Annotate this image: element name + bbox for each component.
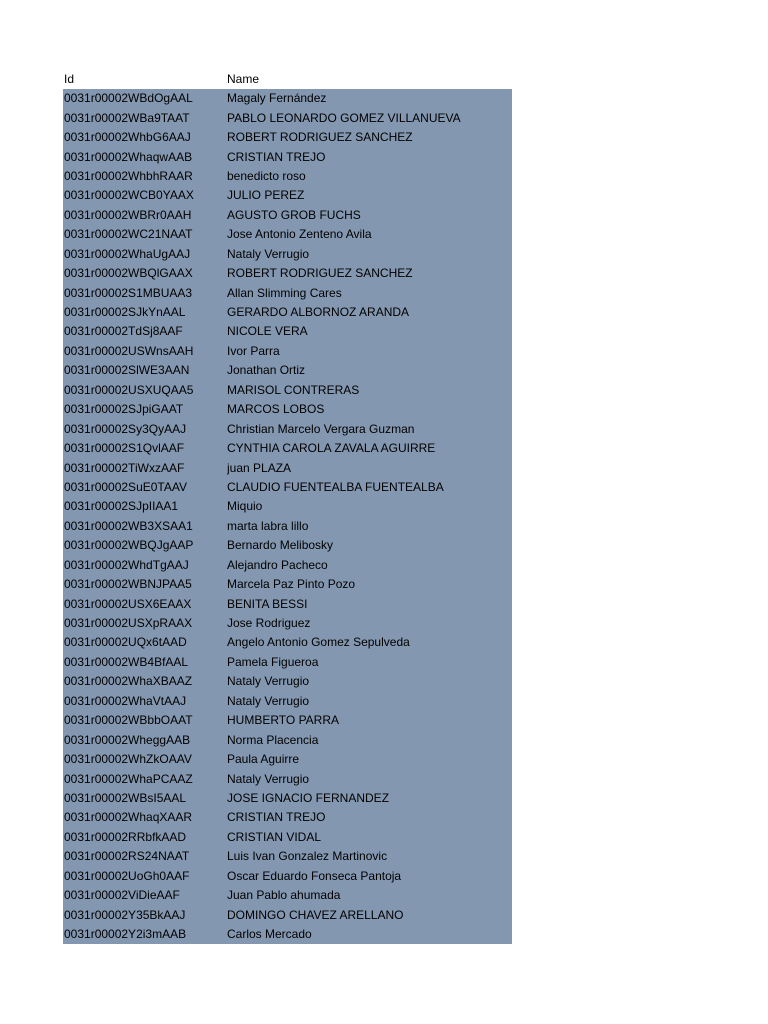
table-row[interactable]: [63, 497, 512, 516]
table-row[interactable]: [63, 380, 512, 399]
cell-name[interactable]: CYNTHIA CAROLA ZAVALA AGUIRRE: [227, 441, 436, 456]
cell-id[interactable]: 0031r00002ViDieAAF: [64, 888, 180, 903]
cell-name[interactable]: GERARDO ALBORNOZ ARANDA: [227, 305, 410, 320]
cell-id[interactable]: 0031r00002WBbbOAAT: [64, 713, 193, 728]
cell-id[interactable]: 0031r00002WhdTgAAJ: [64, 557, 189, 572]
cell-name[interactable]: Norma Placencia: [227, 732, 319, 747]
cell-name[interactable]: Paula Aguirre: [227, 752, 300, 767]
table-row[interactable]: [63, 147, 512, 166]
cell-name[interactable]: BENITA BESSI: [227, 596, 308, 611]
table-row[interactable]: [63, 283, 512, 302]
table-row[interactable]: [63, 108, 512, 127]
cell-name[interactable]: ROBERT RODRIGUEZ SANCHEZ: [227, 130, 413, 145]
cell-name[interactable]: Jose Rodriguez: [227, 616, 311, 631]
cell-name[interactable]: benedicto roso: [227, 168, 306, 183]
cell-id[interactable]: 0031r00002SJpiGAAT: [64, 402, 184, 417]
table-row[interactable]: [63, 341, 512, 360]
table-row[interactable]: [63, 769, 512, 788]
table-row[interactable]: [63, 263, 512, 282]
cell-name[interactable]: Nataly Verrugio: [227, 674, 310, 689]
table-row[interactable]: [63, 594, 512, 613]
cell-id[interactable]: 0031r00002Sy3QyAAJ: [64, 421, 187, 436]
cell-name[interactable]: Ivor Parra: [227, 343, 280, 358]
cell-name[interactable]: HUMBERTO PARRA: [227, 713, 340, 728]
cell-name[interactable]: Nataly Verrugio: [227, 246, 310, 261]
cell-name[interactable]: CRISTIAN VIDAL: [227, 829, 322, 844]
cell-id[interactable]: 0031r00002WBQJgAAP: [64, 538, 194, 553]
cell-name[interactable]: MARISOL CONTRERAS: [227, 382, 360, 397]
cell-id[interactable]: 0031r00002USXUQAA5: [64, 382, 194, 397]
cell-id[interactable]: 0031r00002WhaVtAAJ: [64, 693, 187, 708]
cell-name[interactable]: Oscar Eduardo Fonseca Pantoja: [227, 868, 402, 883]
cell-name[interactable]: Christian Marcelo Vergara Guzman: [227, 421, 415, 436]
table-row[interactable]: [63, 302, 512, 321]
cell-id[interactable]: 0031r00002Y2i3mAAB: [64, 927, 187, 942]
column-header-id[interactable]: Id: [64, 71, 75, 86]
table-row[interactable]: [63, 749, 512, 768]
spreadsheet-table: [63, 69, 512, 944]
cell-id[interactable]: 0031r00002UoGh0AAF: [64, 868, 190, 883]
cell-name[interactable]: CRISTIAN TREJO: [227, 810, 326, 825]
cell-id[interactable]: 0031r00002RS24NAAT: [64, 849, 190, 864]
cell-name[interactable]: Miquio: [227, 499, 263, 514]
table-row[interactable]: [63, 419, 512, 438]
column-header-name[interactable]: Name: [227, 71, 260, 86]
cell-id[interactable]: 0031r00002WBRr0AAH: [64, 207, 192, 222]
cell-name[interactable]: Marcela Paz Pinto Pozo: [227, 577, 356, 592]
table-row[interactable]: [63, 225, 512, 244]
cell-id[interactable]: 0031r00002SJkYnAAL: [64, 305, 186, 320]
cell-name[interactable]: Luis Ivan Gonzalez Martinovic: [227, 849, 388, 864]
cell-id[interactable]: 0031r00002WhaPCAAZ: [64, 771, 193, 786]
cell-id[interactable]: 0031r00002WCB0YAAX: [64, 188, 194, 203]
cell-name[interactable]: Angelo Antonio Gomez Sepulveda: [227, 635, 410, 650]
cell-id[interactable]: 0031r00002WhaXBAAZ: [64, 674, 193, 689]
table-row[interactable]: [63, 438, 512, 457]
table-row[interactable]: [63, 691, 512, 710]
cell-id[interactable]: 0031r00002USX6EAAX: [64, 596, 192, 611]
cell-name[interactable]: CRISTIAN TREJO: [227, 149, 326, 164]
cell-id[interactable]: 0031r00002WBsI5AAL: [64, 790, 187, 805]
cell-name[interactable]: Bernardo Melibosky: [227, 538, 334, 553]
table-row[interactable]: [63, 711, 512, 730]
table-row[interactable]: [63, 166, 512, 185]
cell-name[interactable]: Alejandro Pacheco: [227, 557, 328, 572]
table-row[interactable]: [63, 244, 512, 263]
cell-name[interactable]: Jonathan Ortiz: [227, 363, 306, 378]
table-row[interactable]: [63, 847, 512, 866]
cell-id[interactable]: 0031r00002WBQlGAAX: [64, 266, 193, 281]
table-row[interactable]: [63, 536, 512, 555]
table-row[interactable]: [63, 477, 512, 496]
table-row[interactable]: [63, 788, 512, 807]
table-row[interactable]: [63, 555, 512, 574]
table-row[interactable]: [63, 205, 512, 224]
cell-id[interactable]: 0031r00002WhaqwAAB: [64, 149, 193, 164]
cell-name[interactable]: JOSE IGNACIO FERNANDEZ: [227, 790, 390, 805]
cell-name[interactable]: JULIO PEREZ: [227, 188, 305, 203]
cell-name[interactable]: Pamela Figueroa: [227, 654, 319, 669]
table-row[interactable]: [63, 866, 512, 885]
cell-name[interactable]: marta labra lillo: [227, 518, 309, 533]
cell-id[interactable]: 0031r00002WC21NAAT: [64, 227, 193, 242]
table-row[interactable]: [63, 730, 512, 749]
cell-id[interactable]: 0031r00002USXpRAAX: [64, 616, 193, 631]
cell-id[interactable]: 0031r00002RRbfkAAD: [64, 829, 187, 844]
table-row[interactable]: [63, 827, 512, 846]
table-row[interactable]: [63, 808, 512, 827]
cell-name[interactable]: ROBERT RODRIGUEZ SANCHEZ: [227, 266, 413, 281]
cell-id[interactable]: 0031r00002WheggAAB: [64, 732, 191, 747]
table-row[interactable]: [63, 924, 512, 943]
cell-name[interactable]: DOMINGO CHAVEZ ARELLANO: [227, 907, 404, 922]
cell-id[interactable]: 0031r00002USWnsAAH: [64, 343, 194, 358]
cell-name[interactable]: Nataly Verrugio: [227, 771, 310, 786]
cell-id[interactable]: 0031r00002WhaqXAAR: [64, 810, 193, 825]
table-row[interactable]: [63, 361, 512, 380]
cell-name[interactable]: MARCOS LOBOS: [227, 402, 325, 417]
table-row[interactable]: [63, 652, 512, 671]
cell-name[interactable]: NICOLE VERA: [227, 324, 308, 339]
table-row[interactable]: [63, 127, 512, 146]
table-row[interactable]: [63, 516, 512, 535]
cell-name[interactable]: PABLO LEONARDO GOMEZ VILLANUEVA: [227, 110, 461, 125]
cell-id[interactable]: 0031r00002TdSj8AAF: [64, 324, 183, 339]
cell-name[interactable]: juan PLAZA: [227, 460, 292, 475]
cell-id[interactable]: 0031r00002S1MBUAA3: [64, 285, 193, 300]
cell-id[interactable]: 0031r00002WhbG6AAJ: [64, 130, 191, 145]
table-row[interactable]: [63, 400, 512, 419]
cell-name[interactable]: Magaly Fernández: [227, 91, 327, 106]
cell-id[interactable]: 0031r00002TiWxzAAF: [64, 460, 185, 475]
cell-id[interactable]: 0031r00002WhZkOAAV: [64, 752, 192, 767]
table-row[interactable]: [63, 905, 512, 924]
cell-id[interactable]: 0031r00002WB3XSAA1: [64, 518, 193, 533]
cell-id[interactable]: 0031r00002WBNJPAA5: [64, 577, 192, 592]
selected-range[interactable]: [63, 89, 512, 944]
header-row: [63, 69, 512, 89]
table-row[interactable]: [63, 89, 512, 108]
cell-id[interactable]: 0031r00002WhaUgAAJ: [64, 246, 191, 261]
table-row[interactable]: [63, 672, 512, 691]
cell-id[interactable]: 0031r00002Y35BkAAJ: [64, 907, 186, 922]
cell-id[interactable]: 0031r00002WBa9TAAT: [64, 110, 190, 125]
table-row[interactable]: [63, 574, 512, 593]
cell-id[interactable]: 0031r00002WB4BfAAL: [64, 654, 189, 669]
cell-id[interactable]: 0031r00002SlWE3AAN: [64, 363, 190, 378]
table-row[interactable]: [63, 885, 512, 904]
table-row[interactable]: [63, 322, 512, 341]
cell-name[interactable]: Juan Pablo ahumada: [227, 888, 341, 903]
cell-name[interactable]: Carlos Mercado: [227, 927, 312, 942]
cell-name[interactable]: Allan Slimming Cares: [227, 285, 342, 300]
cell-id[interactable]: 0031r00002UQx6tAAD: [64, 635, 187, 650]
cell-name[interactable]: AGUSTO GROB FUCHS: [227, 207, 361, 222]
table-row[interactable]: [63, 458, 512, 477]
cell-id[interactable]: 0031r00002WBdOgAAL: [64, 91, 193, 106]
cell-name[interactable]: Nataly Verrugio: [227, 693, 310, 708]
cell-id[interactable]: 0031r00002WhbhRAAR: [64, 168, 193, 183]
cell-id[interactable]: 0031r00002SuE0TAAV: [64, 479, 187, 494]
table-row[interactable]: [63, 633, 512, 652]
cell-name[interactable]: CLAUDIO FUENTEALBA FUENTEALBA: [227, 479, 444, 494]
cell-id[interactable]: 0031r00002S1QvlAAF: [64, 441, 185, 456]
table-row[interactable]: [63, 186, 512, 205]
cell-id[interactable]: 0031r00002SJpIIAA1: [64, 499, 179, 514]
cell-name[interactable]: Jose Antonio Zenteno Avila: [227, 227, 372, 242]
table-row[interactable]: [63, 613, 512, 632]
